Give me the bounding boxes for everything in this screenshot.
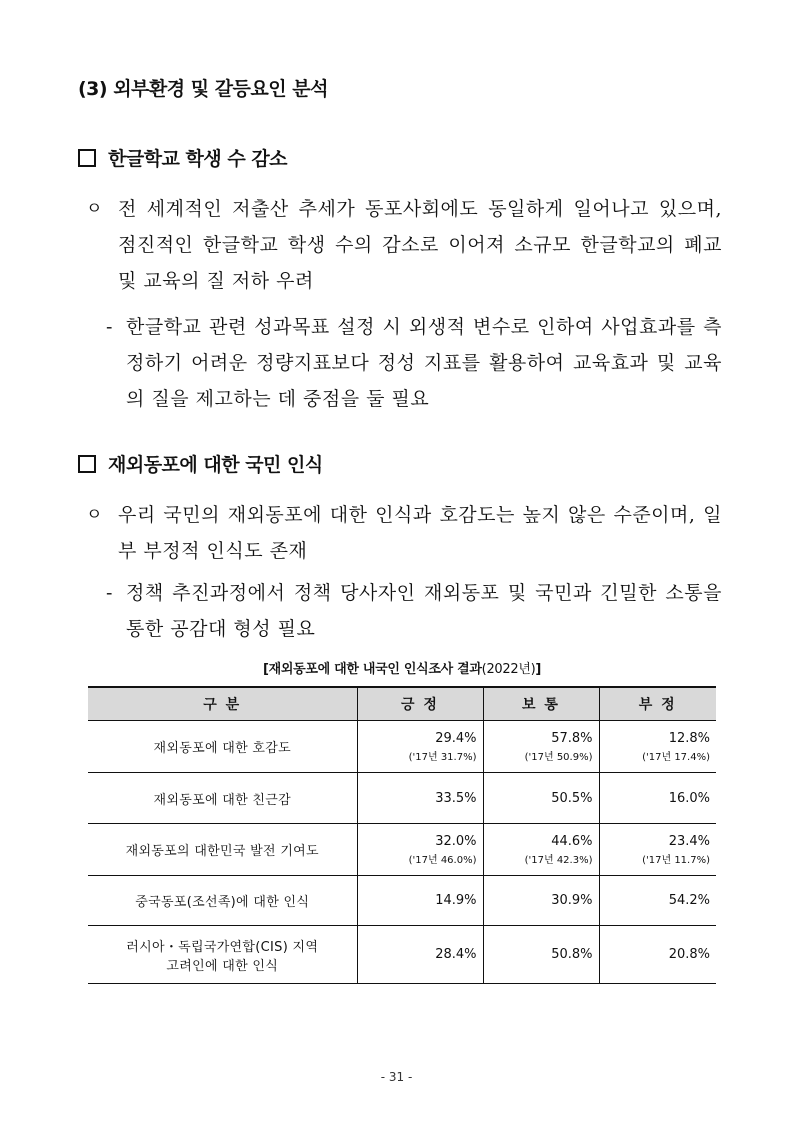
cell-negative: 54.2%: [599, 876, 716, 926]
caption-title: [재외동포에 대한 내국인 인식조사 결과: [262, 662, 482, 677]
cell-neutral: 50.8%: [483, 926, 599, 984]
cell-prev-value: ('17년 11.7%): [642, 854, 710, 866]
header-negative: 부 정: [599, 687, 716, 721]
row-label: 재외동포의 대한민국 발전 기여도: [88, 824, 357, 876]
table-row: [88, 773, 716, 824]
cell-neutral: 30.9%: [483, 876, 599, 926]
cell-negative: 16.0%: [599, 773, 716, 824]
cell-value: 23.4%: [668, 833, 710, 849]
checkbox-square-icon: [78, 455, 96, 473]
cell-neutral: 50.5%: [483, 773, 599, 824]
cell-negative: [599, 824, 716, 876]
cell-prev-value: ('17년 31.7%): [408, 751, 477, 763]
dash-paragraph-2: [106, 575, 722, 647]
cell-prev-value: ('17년 46.0%): [408, 854, 477, 866]
cell-neutral: [483, 824, 599, 876]
caption-close: ]: [535, 662, 542, 677]
header-neutral: 보 통: [483, 687, 599, 721]
dash-bullet: -: [106, 316, 113, 338]
header-positive: 긍 정: [357, 687, 483, 721]
caption-year: (2022년): [481, 662, 536, 677]
row-label-line: 러시아・독립국가연합(CIS) 지역: [126, 939, 319, 955]
cell-positive: [357, 721, 483, 773]
row-label: 중국동포(조선족)에 대한 인식: [88, 876, 357, 926]
paragraph-text: 정책 추진과정에서 정책 당사자인 재외동포 및 국민과 긴밀한 소통을 통한 공감대 형성 필요: [126, 582, 722, 640]
cell-value: 32.0%: [435, 833, 477, 849]
heading-text: 재외동포에 대한 국민 인식: [108, 454, 323, 476]
row-label-line: 고려인에 대한 인식: [166, 958, 279, 974]
cell-prev-value: ('17년 17.4%): [642, 751, 710, 763]
cell-value: 12.8%: [668, 730, 710, 746]
cell-negative: 20.8%: [599, 926, 716, 984]
table-caption: [88, 658, 716, 677]
cell-neutral: [483, 721, 599, 773]
table-row: [88, 824, 716, 876]
cell-value: 57.8%: [551, 730, 593, 746]
cell-positive: 33.5%: [357, 773, 483, 824]
heading-student-decline: [78, 144, 287, 171]
table-row: [88, 876, 716, 926]
cell-prev-value: ('17년 42.3%): [524, 854, 593, 866]
cell-negative: [599, 721, 716, 773]
bullet-paragraph-1: [86, 191, 722, 299]
paragraph-text: 우리 국민의 재외동포에 대한 인식과 호감도는 높지 않은 수준이며, 일부 부정적 인식도 존재: [118, 504, 722, 562]
dash-paragraph-1: [106, 309, 722, 417]
header-category: 구 분: [88, 687, 357, 721]
bullet-paragraph-2: [86, 497, 722, 569]
cell-positive: 14.9%: [357, 876, 483, 926]
paragraph-text: 한글학교 관련 성과목표 설정 시 외생적 변수로 인하여 사업효과를 측정하기 어려운 정량지표보다 정성 지표를 활용하여 교육효과 및 교육의 질을 제고하는 데 중점을 둘 필요: [126, 316, 722, 410]
section-title: (3) 외부환경 및 갈등요인 분석: [78, 78, 328, 100]
cell-value: 44.6%: [551, 833, 593, 849]
heading-text: 한글학교 학생 수 감소: [108, 148, 288, 170]
cell-positive: [357, 824, 483, 876]
cell-value: 29.4%: [435, 730, 477, 746]
cell-prev-value: ('17년 50.9%): [524, 751, 593, 763]
heading-public-perception: [78, 450, 323, 477]
circle-bullet-icon: ㅇ: [86, 505, 103, 525]
table-row: [88, 926, 716, 984]
row-label: 재외동포에 대한 친근감: [88, 773, 357, 824]
page-number: - 31 -: [380, 1070, 413, 1084]
dash-bullet: -: [106, 582, 113, 604]
row-label: [88, 926, 357, 984]
table-row: [88, 721, 716, 773]
cell-positive: 28.4%: [357, 926, 483, 984]
checkbox-square-icon: [78, 149, 96, 167]
table-header-row: [88, 687, 716, 721]
perception-survey-table: [88, 686, 716, 984]
row-label: 재외동포에 대한 호감도: [88, 721, 357, 773]
circle-bullet-icon: ㅇ: [86, 199, 103, 219]
paragraph-text: 전 세계적인 저출산 추세가 동포사회에도 동일하게 일어나고 있으며, 점진적인 한글학교 학생 수의 감소로 이어져 소규모 한글학교의 폐교 및 교육의 질 저하 우려: [118, 198, 722, 292]
